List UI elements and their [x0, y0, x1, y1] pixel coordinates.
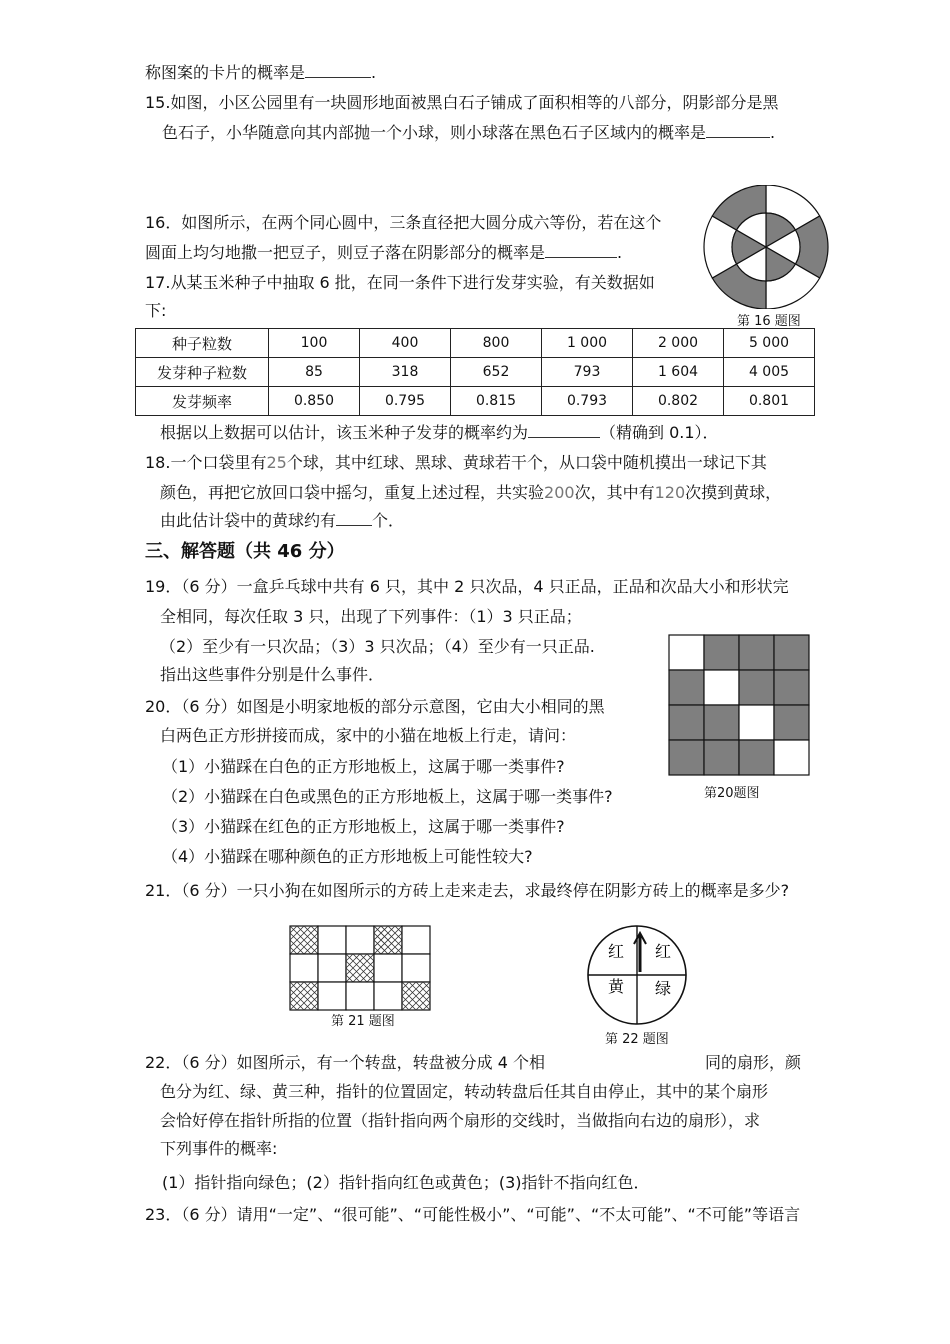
floor-tile — [704, 705, 739, 740]
tile — [374, 982, 402, 1010]
table-row — [136, 358, 815, 387]
q22-spinner-figure — [586, 924, 688, 1026]
tile — [402, 926, 430, 954]
q22-line3: 会恰好停在指针所指的位置（指针指向两个扇形的交线时，当做指向右边的扇形），求 — [160, 1111, 761, 1130]
answer-blank — [336, 511, 372, 526]
tile — [290, 954, 318, 982]
table-cell: 0.850 — [269, 387, 360, 416]
floor-grid — [669, 635, 809, 775]
q19-line1: 19．（6 分）一盒乒乓球中共有 6 只，其中 2 只次品，4 只正品，正品和次品大小和形状完 — [145, 577, 789, 596]
floor-tile — [669, 740, 704, 775]
table-cell: 1 604 — [633, 358, 724, 387]
q20-floor-figure — [668, 634, 810, 776]
answer-blank — [706, 123, 770, 138]
table-cell: 2 000 — [633, 329, 724, 358]
sector-label: 黄 — [607, 977, 625, 996]
tile — [318, 954, 346, 982]
tile-grid — [290, 926, 430, 1010]
table-cell: 100 — [269, 329, 360, 358]
floor-tile — [774, 740, 809, 775]
q21-tile-figure — [289, 925, 431, 1011]
table-cell: 0.801 — [724, 387, 815, 416]
q22-line1a: 22．（6 分）如图所示，有一个转盘，转盘被分成 4 个相 — [145, 1053, 545, 1072]
q17-line2: 下: — [145, 301, 167, 320]
sector-label: 红 — [607, 942, 625, 961]
q18-line1: 18.一个口袋里有25个球，其中红球、黑球、黄球若干个，从口袋中随机摸出一球记下其 — [145, 453, 767, 472]
q16-line1: 16．如图所示，在两个同心圆中，三条直径把大圆分成六等份，若在这个 — [145, 213, 662, 232]
table-cell: 800 — [451, 329, 542, 358]
q19-line3: （2）至少有一只次品；（3）3 只次品；（4）至少有一只正品. — [160, 637, 595, 656]
floor-tile — [774, 705, 809, 740]
table-cell: 5 000 — [724, 329, 815, 358]
q19-line2: 全相同，每次任取 3 只，出现了下列事件：（1）3 只正品； — [160, 607, 582, 626]
table-cell: 0.793 — [542, 387, 633, 416]
q19-line4: 指出这些事件分别是什么事件． — [160, 665, 385, 684]
floor-tile — [704, 740, 739, 775]
q21-caption: 第 21 题图 — [331, 1014, 395, 1029]
floor-tile — [704, 635, 739, 670]
q15-line1: 15.如图，小区公园里有一块圆形地面被黑白石子铺成了面积相等的八部分，阴影部分是黑 — [145, 93, 779, 112]
floor-tile — [774, 635, 809, 670]
tile — [318, 926, 346, 954]
q22-line4: 下列事件的概率: — [160, 1139, 278, 1158]
table-cell: 793 — [542, 358, 633, 387]
q20-caption: 第20题图 — [704, 786, 760, 801]
row-label: 发芽频率 — [136, 387, 269, 416]
table-cell: 652 — [451, 358, 542, 387]
q20-item1: （1）小猫踩在白色的正方形地板上，这属于哪一类事件? — [162, 757, 565, 776]
q20-item2: （2）小猫踩在白色或黑色的正方形地板上，这属于哪一类事件? — [162, 787, 613, 806]
q23-line1: 23．（6 分）请用“一定”、“很可能”、“可能性极小”、“可能”、“不太可能”、“不可能”等语言 — [145, 1205, 801, 1224]
row-label: 种子粒数 — [136, 329, 269, 358]
tile — [402, 954, 430, 982]
section-heading: 三、解答题（共 46 分） — [145, 541, 345, 562]
table-cell: 0.795 — [360, 387, 451, 416]
q20-item4: （4）小猫踩在哪种颜色的正方形地板上可能性较大? — [162, 847, 533, 866]
q22-line1b: 同的扇形，颜 — [705, 1053, 802, 1072]
q20-line2: 白两色正方形拼接而成，家中的小猫在地板上行走，请问： — [160, 726, 577, 745]
floor-tile — [739, 740, 774, 775]
q20-item3: （3）小猫踩在红色的正方形地板上，这属于哪一类事件? — [162, 817, 565, 836]
answer-blank — [545, 243, 617, 258]
sector-label: 绿 — [654, 979, 672, 998]
q18-line2: 颜色，再把它放回口袋中摇匀，重复上述过程，共实验200次，其中有120次摸到黄球， — [160, 483, 782, 502]
q16-figure — [700, 185, 832, 309]
q15-line2: 色石子，小华随意向其内部抛一个小球，则小球落在黑色石子区域内的概率是 . — [162, 123, 776, 142]
q16-line2: 圆面上均匀地撒一把豆子，则豆子落在阴影部分的概率是 . — [145, 243, 623, 262]
table-cell: 400 — [360, 329, 451, 358]
tile — [318, 982, 346, 1010]
floor-tile — [739, 670, 774, 705]
answer-blank — [305, 63, 371, 78]
tile — [346, 926, 374, 954]
floor-tile — [739, 635, 774, 670]
table-cell: 0.815 — [451, 387, 542, 416]
floor-tile — [704, 670, 739, 705]
table-row — [136, 387, 815, 416]
q17-after: 根据以上数据可以估计，该玉米种子发芽的概率约为 （精确到 0.1）． — [160, 423, 719, 442]
tile — [374, 954, 402, 982]
floor-tile — [669, 635, 704, 670]
q20-line1: 20．（6 分）如图是小明家地板的部分示意图，它由大小相同的黑 — [145, 697, 605, 716]
table-cell: 318 — [360, 358, 451, 387]
q22-line2: 色分为红、绿、黄三种，指针的位置固定，转动转盘后任其自由停止，其中的某个扇形 — [160, 1082, 769, 1101]
table-cell: 1 000 — [542, 329, 633, 358]
table-cell: 85 — [269, 358, 360, 387]
q22-caption: 第 22 题图 — [605, 1032, 669, 1047]
row-label: 发芽种子粒数 — [136, 358, 269, 387]
q14-tail: 称图案的卡片的概率是 . — [145, 63, 377, 82]
q16-rings — [704, 185, 828, 309]
q17-line1: 17.从某玉米种子中抽取 6 批，在同一条件下进行发芽实验，有关数据如 — [145, 273, 655, 292]
floor-tile — [774, 670, 809, 705]
tile — [346, 982, 374, 1010]
table-cell: 0.802 — [633, 387, 724, 416]
seed-table — [135, 328, 815, 416]
q16-caption: 第 16 题图 — [737, 314, 801, 329]
q21-line1: 21．（6 分）一只小狗在如图所示的方砖上走来走去，求最终停在阴影方砖上的概率是多少? — [145, 881, 790, 900]
floor-tile — [739, 705, 774, 740]
floor-tile — [669, 705, 704, 740]
sector-label: 红 — [654, 942, 672, 961]
q18-line3: 由此估计袋中的黄球约有 个． — [160, 511, 405, 530]
q22-line5: (1）指针指向绿色；(2）指针指向红色或黄色；(3)指针不指向红色． — [162, 1173, 650, 1192]
answer-blank — [528, 423, 600, 438]
table-cell: 4 005 — [724, 358, 815, 387]
table-row — [136, 329, 815, 358]
floor-tile — [669, 670, 704, 705]
